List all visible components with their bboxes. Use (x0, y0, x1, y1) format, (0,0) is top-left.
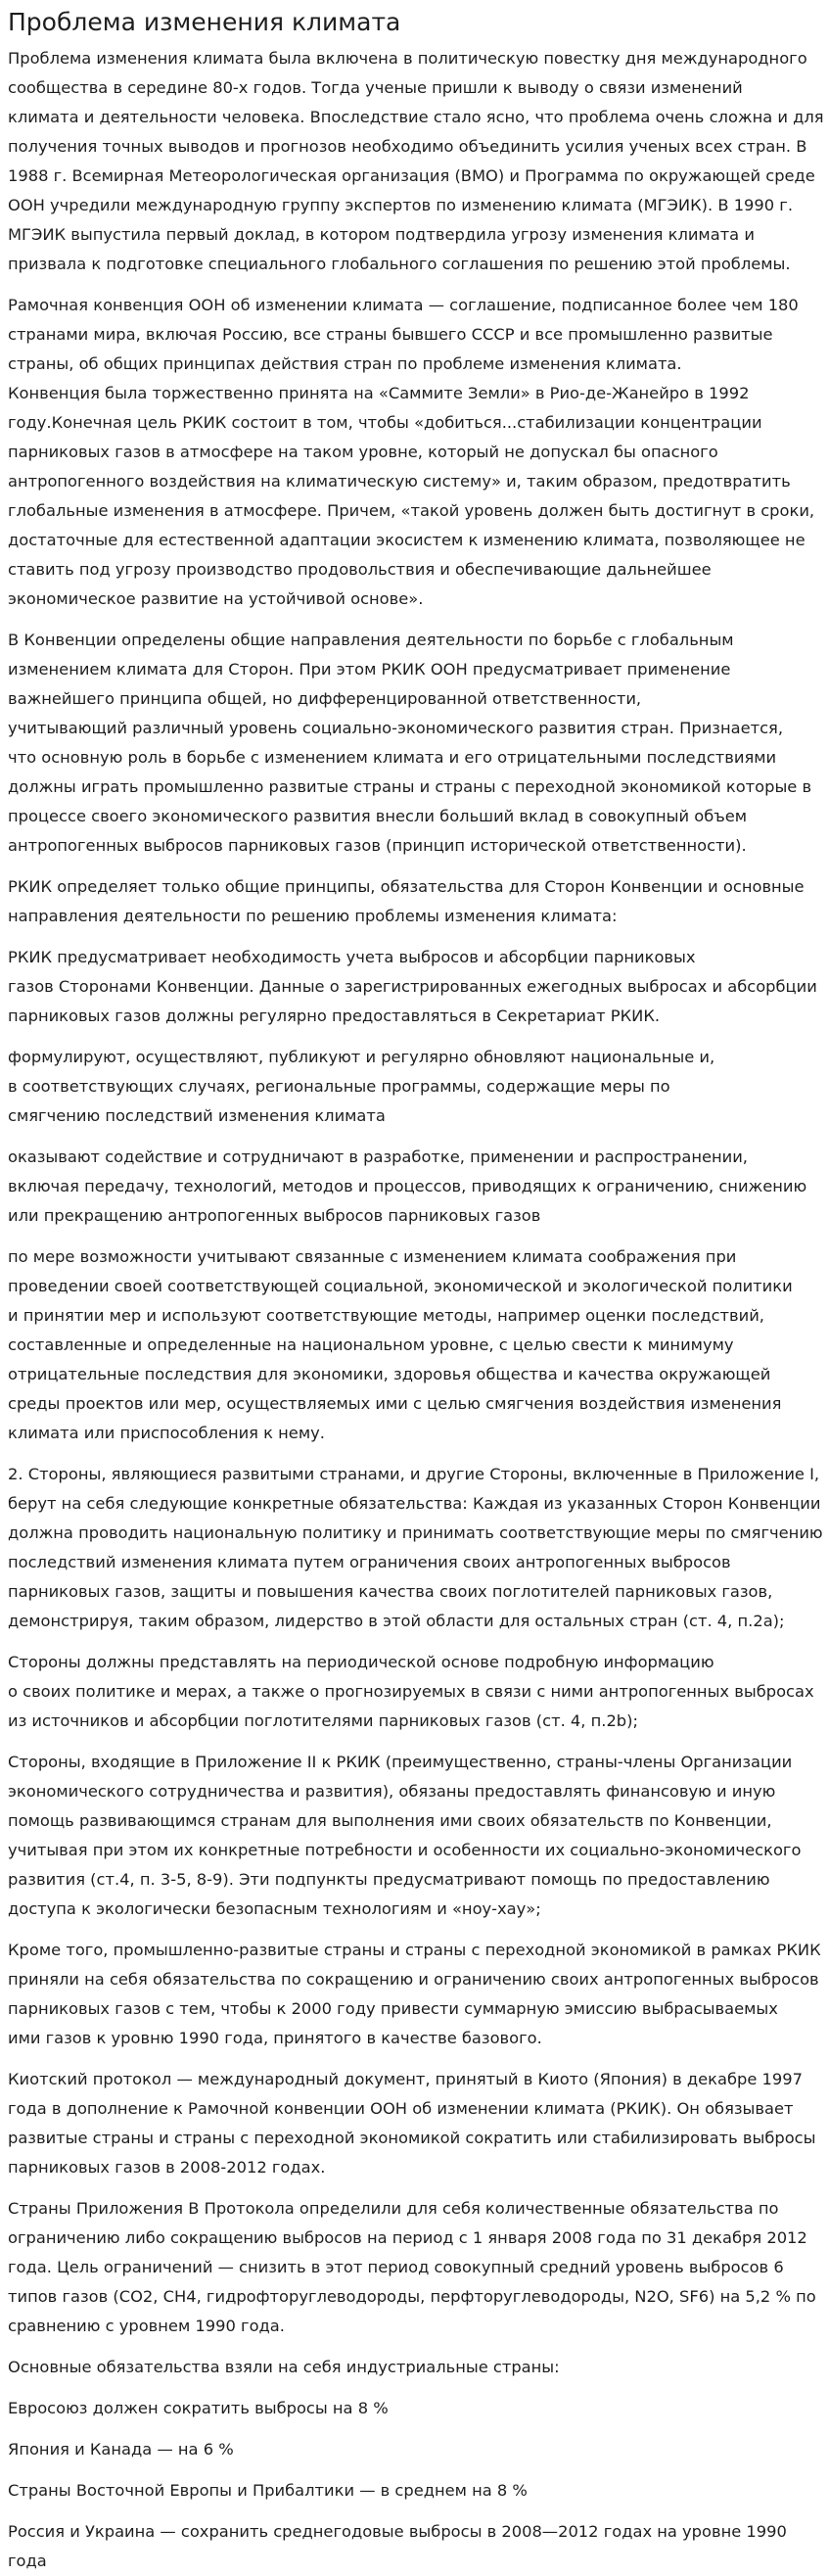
paragraph-line: года. Цель ограничений — снизить в этот период совокупный средний уровень выбросов 6 (8, 2258, 784, 2276)
paragraph-line: включая передачу, технологий, методов и процессов, приводящих к ограничению, снижению (8, 1177, 807, 1195)
paragraph-line: берут на себя следующие конкретные обязательства: Каждая из указанных Сторон Конвенции (8, 1494, 821, 1513)
paragraph-line: оказывают содействие и сотрудничают в разработке, применении и распространении, (8, 1147, 748, 1166)
paragraph (8, 2476, 821, 2506)
paragraph-line: достаточные для естественной адаптации экосистем к изменению климата, позволяющее не (8, 531, 806, 549)
paragraph-line: и принятии мер и используют соответствующие методы, например оценки последствий, (8, 1306, 764, 1325)
paragraph-line: процессе своего экономического развития внесли больший вклад в совокупный объем (8, 807, 748, 825)
paragraph-line: РКИК определяет только общие принципы, обязательства для Сторон Конвенции и основные (8, 877, 805, 896)
paragraph-line: парниковых газов должны регулярно предоставляться в Секретариат РКИК. (8, 1007, 661, 1025)
paragraph-line: парниковых газов с тем, чтобы к 2000 году привести суммарную эмиссию выбрасываемых (8, 1999, 778, 2018)
paragraph (8, 1748, 821, 1924)
paragraph-line: глобальные изменения в атмосфере. Причем, «такой уровень должен быть достигнут в сроки, (8, 501, 815, 520)
paragraph (8, 2517, 821, 2576)
paragraph-line: Конвенция была торжественно принята на «Саммите Земли» в Рио-де-Жанейро в 1992 (8, 384, 750, 402)
paragraph-line: ставить под угрозу производство продовольствия и обеспечивающие дальнейшее (8, 560, 712, 579)
paragraph (8, 943, 821, 1031)
paragraph-line: Рамочная конвенция ООН об изменении климата — соглашение, подписанное более чем 180 (8, 296, 799, 314)
paragraph-line: Россия и Украина — сохранить среднегодовые выбросы в 2008—2012 годах на уровне 1990 (8, 2522, 787, 2541)
paragraph (8, 1143, 821, 1231)
paragraph (8, 2194, 821, 2341)
paragraph-line: составленные и определенные на национальном уровне, с целью свести к минимуму (8, 1335, 734, 1354)
paragraph-line: отрицательные последствия для экономики, здоровья общества и качества окружающей (8, 1365, 771, 1383)
page-title: Проблема изменения климата (8, 8, 401, 36)
paragraph-line: ограничению либо сокращению выбросов на период с 1 января 2008 года по 31 декабря 2012 (8, 2228, 807, 2247)
paragraph-line: антропогенного воздействия на климатическую систему» и, таким образом, предотвратить (8, 472, 791, 491)
paragraph (8, 44, 824, 279)
paragraph (8, 2065, 821, 2182)
paragraph-line: Страны Восточной Европы и Прибалтики — в среднем на 8 % (8, 2481, 528, 2500)
paragraph-line: парниковых газов в атмосфере на таком уровне, который не допускал бы опасного (8, 443, 718, 461)
paragraph-line: получения точных выводов и прогнозов необходимо объединить усилия ученых всех стран. В (8, 137, 807, 156)
paragraph-line: формулируют, осуществляют, публикуют и регулярно обновляют национальные и, (8, 1048, 715, 1066)
paragraph-line: антропогенных выбросов парниковых газов (принцип исторической ответственности). (8, 836, 747, 855)
paragraph-line: Страны Приложения В Протокола определили для себя количественные обязательства по (8, 2199, 779, 2218)
paragraph-line: ООН учредили международную группу экспертов по изменению климата (МГЭИК). В 1990 г. (8, 196, 794, 214)
paragraph-line: изменением климата для Сторон. При этом РКИК ООН предусматривает применение (8, 660, 731, 679)
paragraph-line: доступа к экологически безопасным технологиям и «ноу-хау»; (8, 1899, 541, 1918)
paragraph (8, 2353, 821, 2382)
paragraph-line: Стороны, входящие в Приложение II к РКИК (преимущественно, страны-члены Организации (8, 1753, 793, 1771)
paragraph-line: МГЭИК выпустила первый доклад, в котором подтвердила угрозу изменения климата и (8, 225, 755, 244)
paragraph-line: году.Конечная цель РКИК состоит в том, чтобы «добиться...стабилизации концентрации (8, 413, 762, 432)
paragraph-line: учитывающий различный уровень социально-экономического развития стран. Признается, (8, 719, 784, 737)
paragraph (8, 872, 821, 931)
paragraph-line: направления деятельности по решению проблемы изменения климата: (8, 907, 618, 925)
paragraph (8, 2394, 821, 2423)
paragraph-line: проведении своей соответствующей социальной, экономической и экологической политики (8, 1277, 793, 1295)
paragraph-line: Киотский протокол — международный документ, принятый в Киото (Япония) в декабре 1997 (8, 2070, 803, 2088)
paragraph-line: климата или приспособления к нему. (8, 1424, 325, 1442)
paragraph-line: развития (ст.4, п. 3-5, 8-9). Эти подпункты предусматривают помощь по предоставлению (8, 1870, 770, 1889)
paragraph-line: 2. Стороны, являющиеся развитыми странами, и другие Стороны, включенные в Приложение I, (8, 1465, 820, 1483)
paragraph-line: года в дополнение к Рамочной конвенции ООН об изменении климата (РКИК). Он обязывает (8, 2099, 794, 2118)
paragraph-line: важнейшего принципа общей, но дифференцированной ответственности, (8, 689, 642, 708)
paragraph-line: помощь развивающимся странам для выполнения ими своих обязательств по Конвенции, (8, 1811, 772, 1830)
article-body (8, 44, 824, 2576)
paragraph-line: должна проводить национальную политику и принимать соответствующие меры по смягчению (8, 1523, 823, 1542)
paragraph-line: РКИК предусматривает необходимость учета выбросов и абсорбции парниковых (8, 948, 696, 966)
paragraph-line: климата и деятельности человека. Впоследствие стало ясно, что проблема очень сложна и для (8, 108, 824, 126)
paragraph-line: Япония и Канада — на 6 % (8, 2440, 234, 2459)
paragraph (8, 1460, 821, 1636)
paragraph-line: типов газов (СО2, СН4, гидрофторуглеводороды, перфторуглеводороды, N2O, SF6) на 5,2 % по (8, 2287, 816, 2306)
paragraph-line: сравнению с уровнем 1990 года. (8, 2317, 285, 2335)
paragraph-line: о своих политике и мерах, а также о прогнозируемых в связи с ними антропогенных выбросах (8, 1682, 814, 1701)
paragraph-line: из источников и абсорбции поглотителями парниковых газов (ст. 4, п.2b); (8, 1711, 638, 1730)
paragraph (8, 2435, 821, 2464)
paragraph-line: или прекращению антропогенных выбросов парниковых газов (8, 1206, 541, 1225)
paragraph (8, 1043, 821, 1131)
paragraph-line: демонстрируя, таким образом, лидерство в этой области для остальных стран (ст. 4, п.2а); (8, 1612, 785, 1630)
paragraph-line: страны, об общих принципах действия стран по проблеме изменения климата. (8, 354, 682, 373)
paragraph-line: Стороны должны представлять на периодической основе подробную информацию (8, 1653, 714, 1671)
paragraph-line: парниковых газов в 2008-2012 годах. (8, 2158, 326, 2177)
paragraph-line: Проблема изменения климата была включена в политическую повестку дня международного (8, 49, 807, 68)
paragraph-line: по мере возможности учитывают связанные с изменением климата соображения при (8, 1247, 737, 1266)
paragraph-line: экономического сотрудничества и развития), обязаны предоставлять финансовую и иную (8, 1782, 776, 1801)
paragraph-line: смягчению последствий изменения климата (8, 1106, 386, 1125)
paragraph-line: газов Сторонами Конвенции. Данные о зарегистрированных ежегодных выбросах и абсорбции (8, 977, 817, 996)
paragraph-line: призвала к подготовке специального глобального соглашения по решению этой проблемы. (8, 255, 791, 273)
paragraph-line: ими газов к уровню 1990 года, принятого в качестве базового. (8, 2029, 542, 2047)
paragraph-line: что основную роль в борьбе с изменением климата и его отрицательными последствиями (8, 748, 777, 767)
paragraph-line: должны играть промышленно развитые страны и страны с переходной экономикой которые в (8, 777, 812, 796)
paragraph-line: Евросоюз должен сократить выбросы на 8 % (8, 2399, 389, 2417)
paragraph-line: В Конвенции определены общие направления деятельности по борьбе с глобальным (8, 631, 734, 649)
paragraph (8, 1242, 821, 1448)
paragraph (8, 1936, 821, 2053)
paragraph-line: года (8, 2552, 47, 2570)
paragraph-line: развитые страны и страны с переходной экономикой сократить или стабилизировать выбросы (8, 2129, 816, 2147)
paragraph-line: учитывая при этом их конкретные потребности и особенности их социально-экономического (8, 1841, 802, 1859)
paragraph-line: приняли на себя обязательства по сокращению и ограничению своих антропогенных выбросов (8, 1970, 819, 1989)
paragraph-line: в соответствующих случаях, региональные программы, содержащие меры по (8, 1077, 670, 1096)
paragraph (8, 626, 821, 861)
paragraph (8, 291, 821, 614)
paragraph (8, 1648, 821, 1736)
paragraph-line: сообщества в середине 80-х годов. Тогда ученые пришли к выводу о связи изменений (8, 78, 743, 97)
paragraph-line: Основные обязательства взяли на себя индустриальные страны: (8, 2358, 560, 2376)
paragraph-line: среды проектов или мер, осуществляемых ими с целью смягчения воздействия изменения (8, 1394, 782, 1413)
paragraph-line: 1988 г. Всемирная Метеорологическая организация (ВМО) и Программа по окружающей среде (8, 166, 815, 185)
paragraph-line: Кроме того, промышленно-развитые страны и страны с переходной экономикой в рамках РКИК (8, 1941, 821, 1959)
paragraph-line: последствий изменения климата путем ограничения своих антропогенных выбросов (8, 1553, 731, 1571)
paragraph-line: парниковых газов, защиты и повышения качества своих поглотителей парниковых газов, (8, 1582, 773, 1601)
paragraph-line: странами мира, включая Россию, все страны бывшего СССР и все промышленно развитые (8, 325, 773, 344)
paragraph-line: экономическое развитие на устойчивой основе». (8, 589, 424, 608)
